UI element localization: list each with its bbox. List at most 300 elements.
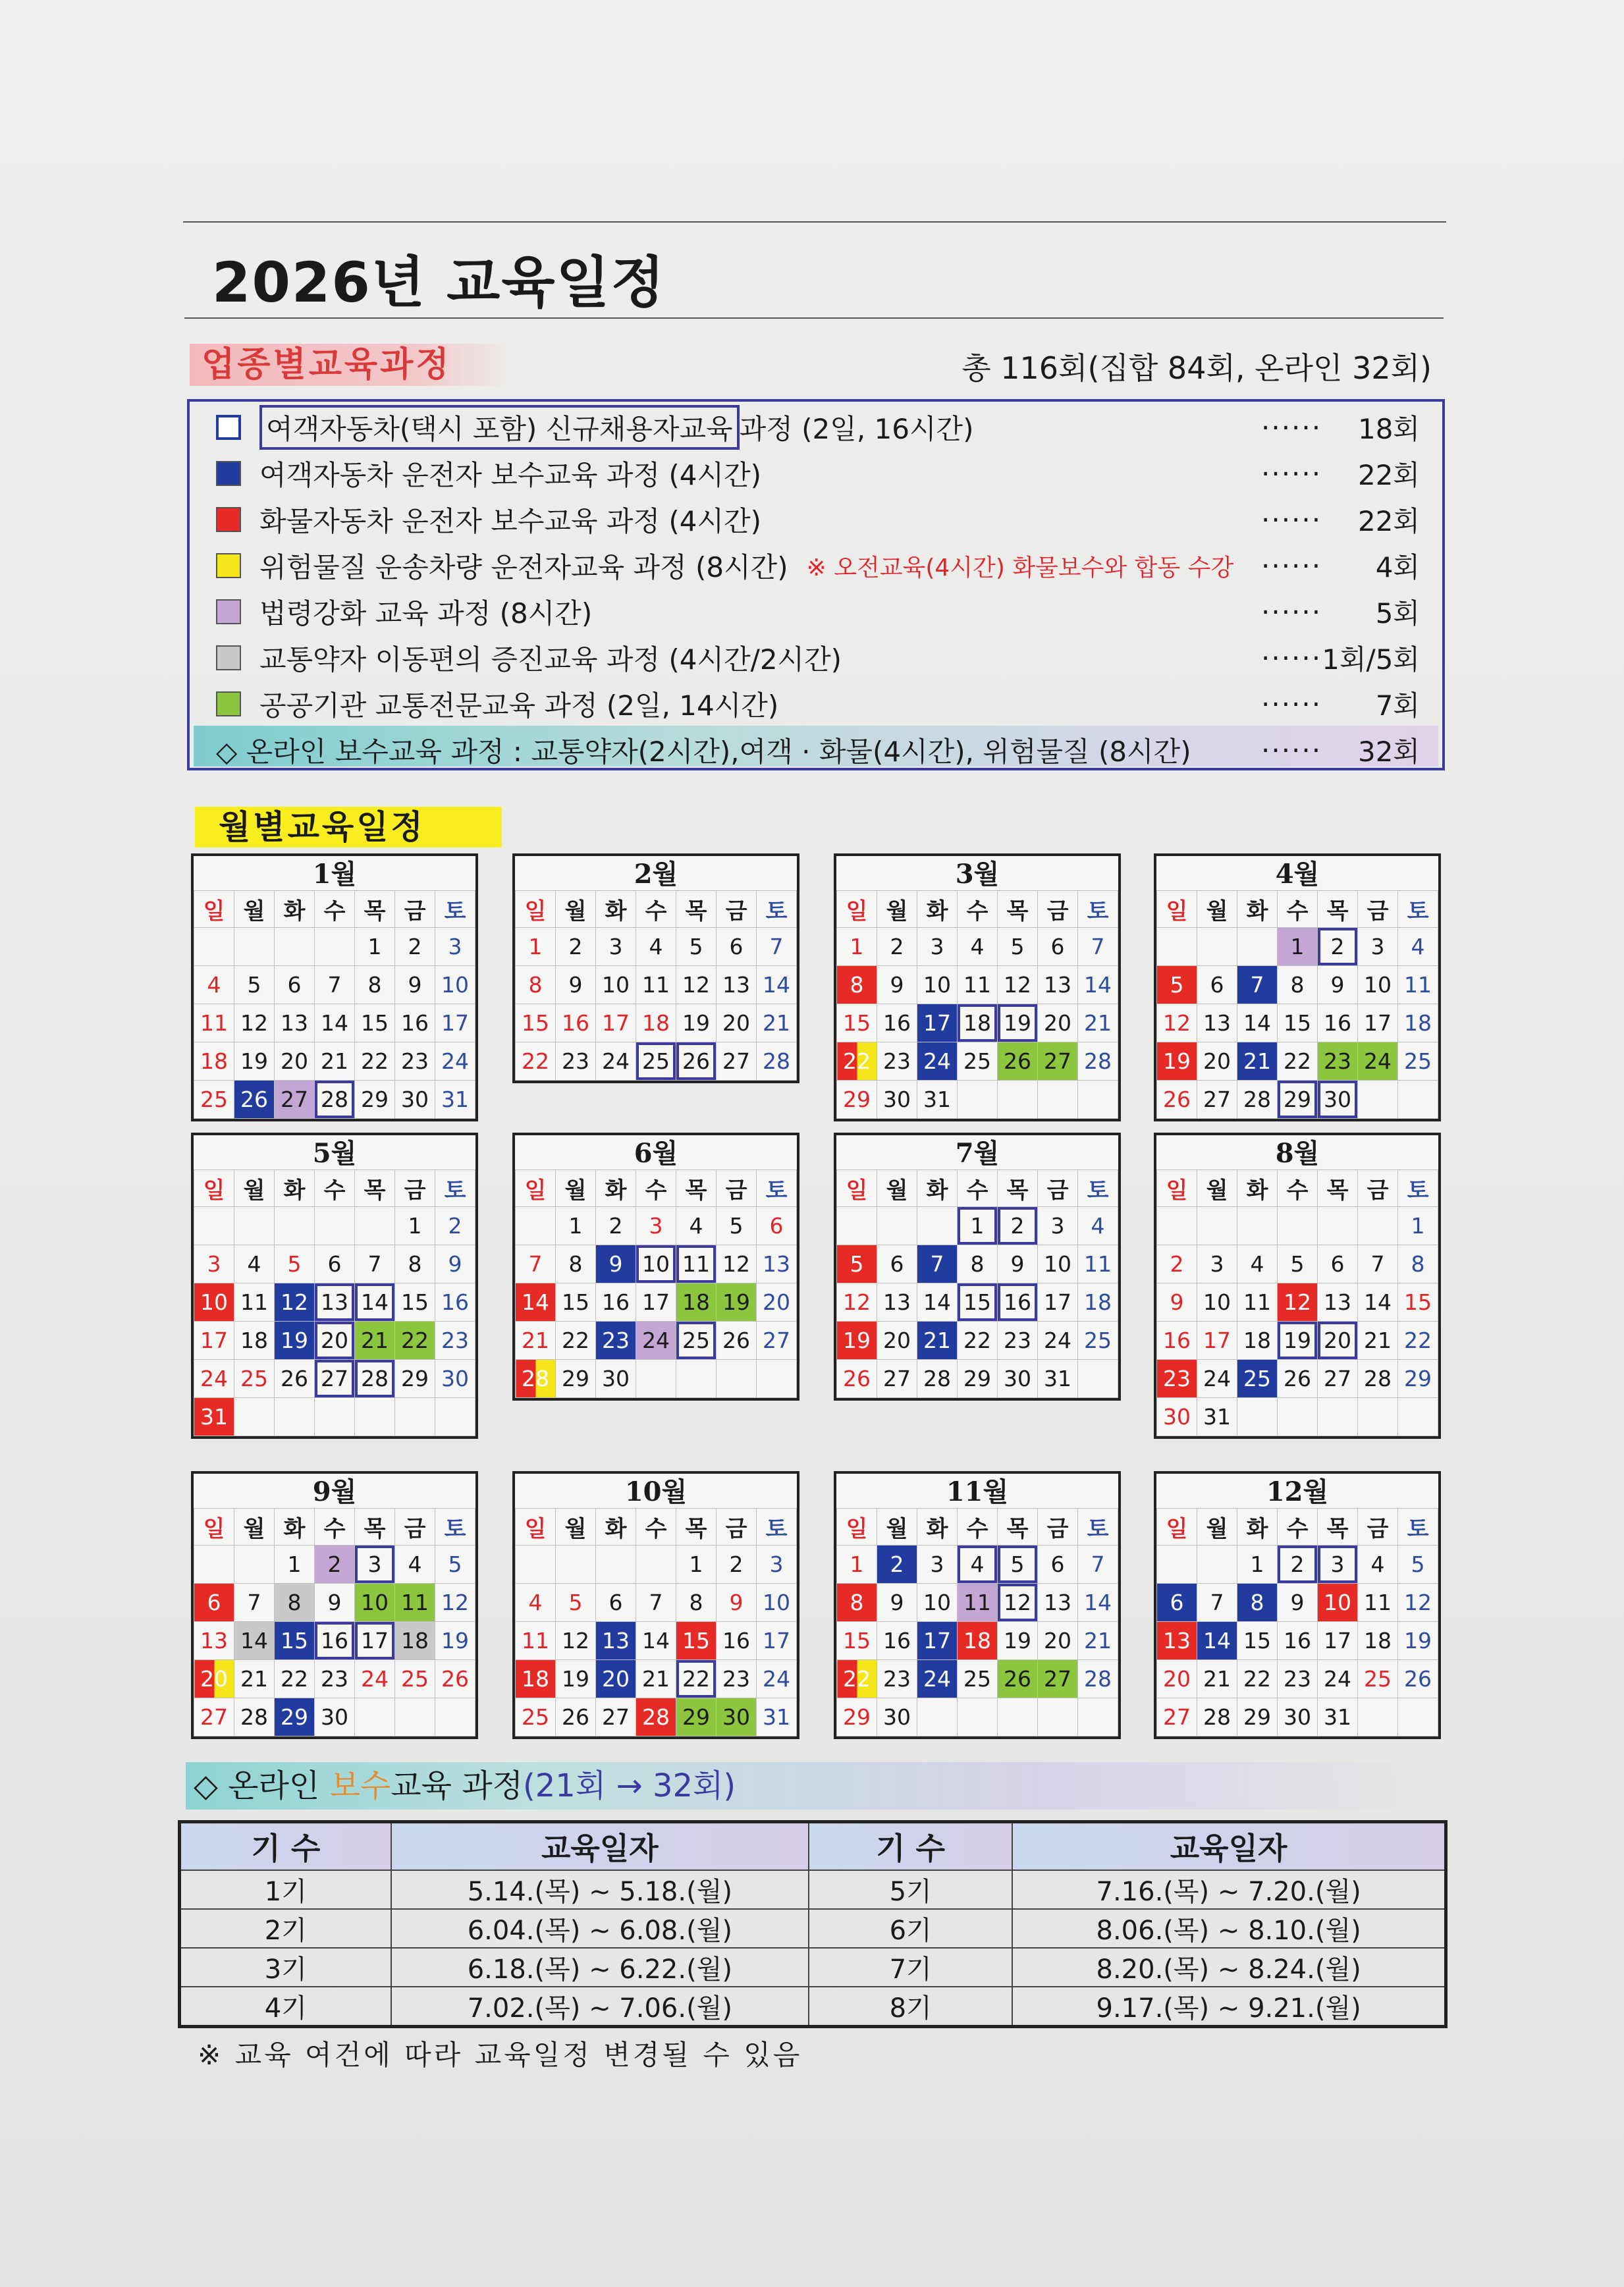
date-cell: 8.20.(목) ~ 8.24.(월) xyxy=(1012,1948,1446,1987)
weekday-header-row xyxy=(516,1170,797,1207)
legend-count: 5회 xyxy=(1375,597,1420,630)
day-cell: 9 xyxy=(877,1584,917,1622)
week-row xyxy=(516,1584,797,1622)
weekday-label: 토 xyxy=(1398,1509,1438,1546)
day-cell: 15 xyxy=(837,1622,877,1660)
day-cell: 13 xyxy=(877,1283,917,1322)
day-cell: 5 xyxy=(998,1546,1038,1584)
day-cell: 19 xyxy=(556,1660,596,1698)
legend-count: 4회 xyxy=(1375,551,1420,583)
day-cell xyxy=(1078,1698,1118,1736)
day-cell: 25 xyxy=(1358,1660,1398,1698)
day-cell: 5 xyxy=(1157,966,1197,1004)
day-cell: 4 xyxy=(234,1245,275,1283)
day-cell: 24 xyxy=(1318,1660,1358,1698)
day-cell: 9 xyxy=(877,966,917,1004)
weekday-label: 수 xyxy=(315,1509,355,1546)
day-cell: 17 xyxy=(1038,1283,1078,1322)
weekday-header-row xyxy=(1157,1509,1438,1546)
weekday-label: 월 xyxy=(234,1509,275,1546)
day-cell: 15 xyxy=(837,1004,877,1042)
day-cell: 15 xyxy=(676,1622,717,1660)
day-cell: 2 xyxy=(596,1207,636,1245)
day-cell: 17 xyxy=(636,1283,676,1322)
legend-text: 법령강화 교육 과정 (8시간) xyxy=(259,597,593,630)
day-cell: 14 xyxy=(234,1622,275,1660)
day-cell: 3 xyxy=(194,1245,234,1283)
day-cell: 18 xyxy=(1398,1004,1438,1042)
day-cell: 10 xyxy=(596,966,636,1004)
day-cell: 25 xyxy=(1078,1322,1118,1360)
day-cell: 28 xyxy=(917,1360,958,1398)
weekday-label: 수 xyxy=(958,1170,998,1207)
day-cell: 21 xyxy=(234,1660,275,1698)
day-cell xyxy=(717,1360,757,1398)
day-cell: 13 xyxy=(315,1283,355,1322)
week-row xyxy=(194,1622,475,1660)
weekday-label: 금 xyxy=(1038,891,1078,928)
day-cell: 12 xyxy=(234,1004,275,1042)
day-cell: 16 xyxy=(877,1622,917,1660)
day-cell: 27 xyxy=(194,1698,234,1736)
day-cell: 29 xyxy=(676,1698,717,1736)
day-cell: 2 xyxy=(877,1546,917,1584)
weekday-label: 토 xyxy=(1078,891,1118,928)
day-cell: 29 xyxy=(275,1698,315,1736)
day-cell: 1 xyxy=(1398,1207,1438,1245)
day-cell: 21 xyxy=(1078,1622,1118,1660)
day-cell: 27 xyxy=(1318,1360,1358,1398)
weekday-label: 토 xyxy=(1078,1509,1118,1546)
weekday-label: 화 xyxy=(917,1509,958,1546)
day-cell: 18 xyxy=(636,1004,676,1042)
day-cell: 13 xyxy=(1038,1584,1078,1622)
day-cell: 2 xyxy=(1318,928,1358,966)
day-cell: 18 xyxy=(1237,1322,1278,1360)
term-cell: 5기 xyxy=(809,1870,1012,1909)
day-cell: 8 xyxy=(275,1584,315,1622)
week-row xyxy=(1157,1698,1438,1736)
day-cell: 31 xyxy=(917,1081,958,1119)
month-calendar xyxy=(834,1133,1121,1401)
day-cell: 27 xyxy=(1157,1698,1197,1736)
day-cell: 22 xyxy=(395,1322,435,1360)
week-row xyxy=(837,1283,1118,1322)
day-cell xyxy=(194,928,234,966)
week-row xyxy=(1157,1398,1438,1436)
week-row xyxy=(194,1322,475,1360)
day-cell: 15 xyxy=(355,1004,395,1042)
weekday-label: 토 xyxy=(435,1170,475,1207)
day-cell: 12 xyxy=(998,1584,1038,1622)
day-cell: 4 xyxy=(1398,928,1438,966)
day-cell: 28 xyxy=(315,1081,355,1119)
weekday-label: 월 xyxy=(877,1170,917,1207)
month-calendar xyxy=(191,853,478,1121)
date-cell: 6.04.(목) ~ 6.08.(월) xyxy=(391,1909,809,1948)
day-cell: 14 xyxy=(1197,1622,1237,1660)
day-cell: 4 xyxy=(395,1546,435,1584)
day-cell: 26 xyxy=(998,1042,1038,1081)
day-cell: 27 xyxy=(1038,1660,1078,1698)
day-cell: 5 xyxy=(275,1245,315,1283)
day-cell: 19 xyxy=(1157,1042,1197,1081)
weekday-label: 화 xyxy=(917,891,958,928)
day-cell: 6 xyxy=(1318,1245,1358,1283)
day-cell: 12 xyxy=(998,966,1038,1004)
day-cell: 2 xyxy=(717,1546,757,1584)
day-cell xyxy=(1157,1207,1197,1245)
day-cell: 13 xyxy=(717,966,757,1004)
day-cell xyxy=(1237,1207,1278,1245)
day-cell xyxy=(1078,1081,1118,1119)
day-cell: 18 xyxy=(194,1042,234,1081)
weekday-label: 화 xyxy=(596,1170,636,1207)
day-cell: 30 xyxy=(877,1698,917,1736)
day-cell: 25 xyxy=(194,1081,234,1119)
day-cell: 28 xyxy=(636,1698,676,1736)
weekday-label: 월 xyxy=(234,891,275,928)
weekday-label: 화 xyxy=(596,891,636,928)
day-cell: 11 xyxy=(516,1622,556,1660)
day-cell: 13 xyxy=(275,1004,315,1042)
weekday-label: 수 xyxy=(1278,1509,1318,1546)
day-cell: 11 xyxy=(395,1584,435,1622)
day-cell: 15 xyxy=(556,1283,596,1322)
day-cell: 13 xyxy=(1318,1283,1358,1322)
week-row xyxy=(194,1004,475,1042)
day-cell: 14 xyxy=(355,1283,395,1322)
day-cell: 5 xyxy=(556,1584,596,1622)
day-cell: 23 xyxy=(877,1042,917,1081)
table-row xyxy=(180,1909,1446,1948)
online-suffix: 교육 과정 xyxy=(391,1767,524,1804)
weekday-label: 일 xyxy=(194,1509,234,1546)
day-cell: 23 xyxy=(315,1660,355,1698)
day-cell: 6 xyxy=(1038,928,1078,966)
weekday-label: 수 xyxy=(636,891,676,928)
day-cell: 16 xyxy=(1278,1622,1318,1660)
day-cell xyxy=(1237,1398,1278,1436)
day-cell: 30 xyxy=(395,1081,435,1119)
day-cell: 2 xyxy=(998,1207,1038,1245)
day-cell: 19 xyxy=(676,1004,717,1042)
weekday-label: 금 xyxy=(1038,1170,1078,1207)
week-row xyxy=(1157,1622,1438,1660)
week-row xyxy=(1157,966,1438,1004)
day-cell: 31 xyxy=(1318,1698,1358,1736)
day-cell: 20 xyxy=(275,1042,315,1081)
day-cell: 25 xyxy=(958,1660,998,1698)
weekday-label: 토 xyxy=(757,1170,797,1207)
week-row xyxy=(1157,1546,1438,1584)
day-cell: 8 xyxy=(516,966,556,1004)
week-row xyxy=(1157,928,1438,966)
day-cell: 3 xyxy=(1318,1546,1358,1584)
day-cell: 11 xyxy=(1078,1245,1118,1283)
day-cell: 30 xyxy=(315,1698,355,1736)
day-cell: 6 xyxy=(757,1207,797,1245)
weekday-header-row xyxy=(1157,1170,1438,1207)
day-cell: 10 xyxy=(355,1584,395,1622)
day-cell: 15 xyxy=(395,1283,435,1322)
day-cell: 5 xyxy=(435,1546,475,1584)
day-cell: 6 xyxy=(877,1245,917,1283)
day-cell: 20 xyxy=(757,1283,797,1322)
day-cell: 7 xyxy=(355,1245,395,1283)
weekday-label: 토 xyxy=(1398,1170,1438,1207)
week-row xyxy=(516,1360,797,1398)
day-cell xyxy=(395,1398,435,1436)
legend-count: 22회 xyxy=(1357,505,1420,537)
weekday-header-row xyxy=(516,1509,797,1546)
weekday-label: 목 xyxy=(355,1509,395,1546)
day-cell xyxy=(1358,1398,1398,1436)
day-cell: 31 xyxy=(757,1698,797,1736)
day-cell: 30 xyxy=(1278,1698,1318,1736)
day-cell: 5 xyxy=(676,928,717,966)
day-cell: 31 xyxy=(1197,1398,1237,1436)
day-cell: 20 xyxy=(1038,1622,1078,1660)
day-cell xyxy=(1398,1698,1438,1736)
day-cell: 13 xyxy=(757,1245,797,1283)
day-cell: 21 xyxy=(917,1322,958,1360)
week-row xyxy=(837,1660,1118,1698)
day-cell: 11 xyxy=(1398,966,1438,1004)
day-cell: 23 xyxy=(1278,1660,1318,1698)
day-cell: 22 xyxy=(1278,1042,1318,1081)
day-cell: 4 xyxy=(958,1546,998,1584)
week-row xyxy=(1157,1004,1438,1042)
day-cell: 17 xyxy=(1318,1622,1358,1660)
day-cell: 9 xyxy=(556,966,596,1004)
weekday-label: 일 xyxy=(837,1509,877,1546)
day-cell: 5 xyxy=(1398,1546,1438,1584)
day-cell: 10 xyxy=(636,1245,676,1283)
month-title: 4월 xyxy=(1275,859,1320,890)
weekday-label: 일 xyxy=(1157,1170,1197,1207)
table-row xyxy=(180,1987,1446,2027)
weekday-header-row xyxy=(194,891,475,928)
weekday-label: 월 xyxy=(1197,1509,1237,1546)
day-cell: 5 xyxy=(1278,1245,1318,1283)
week-row xyxy=(837,928,1118,966)
footnote: ※ 교육 여건에 따라 교육일정 변경될 수 있음 xyxy=(198,2039,803,2071)
legend-row xyxy=(216,635,1442,681)
day-cell: 23 xyxy=(1318,1042,1358,1081)
day-cell: 26 xyxy=(1278,1360,1318,1398)
day-cell: 1 xyxy=(676,1546,717,1584)
date-cell: 9.17.(목) ~ 9.21.(월) xyxy=(1012,1987,1446,2027)
day-cell: 16 xyxy=(1157,1322,1197,1360)
day-cell xyxy=(837,1207,877,1245)
day-cell: 29 xyxy=(1398,1360,1438,1398)
day-cell: 29 xyxy=(355,1081,395,1119)
weekday-label: 일 xyxy=(1157,1509,1197,1546)
weekday-label: 금 xyxy=(395,1170,435,1207)
color-swatch-icon xyxy=(216,691,241,716)
day-cell xyxy=(315,1398,355,1436)
legend-dots: ······ xyxy=(1261,595,1322,628)
day-cell: 24 xyxy=(596,1042,636,1081)
week-row xyxy=(837,1245,1118,1283)
day-cell: 22 xyxy=(837,1042,877,1081)
day-cell: 14 xyxy=(1237,1004,1278,1042)
weekday-label: 금 xyxy=(395,891,435,928)
color-swatch-icon xyxy=(216,461,241,486)
month-calendar xyxy=(191,1471,478,1739)
day-cell: 18 xyxy=(1358,1622,1398,1660)
month-title: 11월 xyxy=(946,1476,1009,1507)
week-row xyxy=(194,1042,475,1081)
day-cell xyxy=(355,1207,395,1245)
weekday-label: 일 xyxy=(194,891,234,928)
week-row xyxy=(516,1322,797,1360)
day-cell: 6 xyxy=(275,966,315,1004)
day-cell xyxy=(1358,1081,1398,1119)
month-calendar xyxy=(834,853,1121,1121)
week-row xyxy=(1157,1245,1438,1283)
day-cell: 7 xyxy=(234,1584,275,1622)
legend-dots: ······ xyxy=(1261,734,1322,767)
legend-row xyxy=(216,589,1442,635)
day-cell: 23 xyxy=(717,1660,757,1698)
week-row xyxy=(194,1398,475,1436)
course-legend xyxy=(187,399,1445,770)
day-cell xyxy=(958,1698,998,1736)
day-cell: 25 xyxy=(636,1042,676,1081)
day-cell: 8 xyxy=(958,1245,998,1283)
day-cell xyxy=(275,1207,315,1245)
month-title: 3월 xyxy=(955,859,1000,890)
day-cell: 7 xyxy=(1197,1584,1237,1622)
day-cell: 29 xyxy=(837,1081,877,1119)
online-schedule-table xyxy=(178,1820,1448,2028)
week-row xyxy=(837,1042,1118,1081)
day-cell: 28 xyxy=(1197,1698,1237,1736)
week-row xyxy=(516,1622,797,1660)
day-cell: 27 xyxy=(717,1042,757,1081)
weekday-label: 수 xyxy=(315,891,355,928)
day-cell: 12 xyxy=(556,1622,596,1660)
day-cell: 16 xyxy=(998,1283,1038,1322)
day-cell: 17 xyxy=(596,1004,636,1042)
day-cell: 27 xyxy=(596,1698,636,1736)
day-cell: 24 xyxy=(757,1660,797,1698)
day-cell: 19 xyxy=(998,1004,1038,1042)
weekday-label: 금 xyxy=(395,1509,435,1546)
legend-dots: ······ xyxy=(1261,457,1322,490)
day-cell: 4 xyxy=(1358,1546,1398,1584)
online-highlight: 보수 xyxy=(329,1767,391,1804)
week-row xyxy=(837,1004,1118,1042)
day-cell: 21 xyxy=(1237,1042,1278,1081)
weekday-label: 목 xyxy=(676,1170,717,1207)
day-cell: 20 xyxy=(194,1660,234,1698)
color-swatch-icon xyxy=(216,645,241,670)
day-cell: 27 xyxy=(1197,1081,1237,1119)
day-cell: 24 xyxy=(636,1322,676,1360)
day-cell: 23 xyxy=(596,1322,636,1360)
day-cell: 26 xyxy=(717,1322,757,1360)
day-cell: 25 xyxy=(958,1042,998,1081)
weekday-header-row xyxy=(837,1509,1118,1546)
day-cell: 1 xyxy=(1237,1546,1278,1584)
day-cell xyxy=(1078,1360,1118,1398)
day-cell: 22 xyxy=(1237,1660,1278,1698)
week-row xyxy=(194,1207,475,1245)
date-cell: 7.16.(목) ~ 7.20.(월) xyxy=(1012,1870,1446,1909)
weekday-label: 일 xyxy=(516,1170,556,1207)
month-title: 10월 xyxy=(624,1476,688,1507)
day-cell: 22 xyxy=(275,1660,315,1698)
day-cell: 18 xyxy=(516,1660,556,1698)
day-cell: 10 xyxy=(1197,1283,1237,1322)
week-row xyxy=(194,928,475,966)
day-cell: 14 xyxy=(757,966,797,1004)
day-cell xyxy=(234,1398,275,1436)
day-cell: 4 xyxy=(676,1207,717,1245)
legend-text: 공공기관 교통전문교육 과정 (2일, 14시간) xyxy=(259,689,779,722)
day-cell: 1 xyxy=(1278,928,1318,966)
week-row xyxy=(837,1360,1118,1398)
week-row xyxy=(194,1660,475,1698)
weekday-header-row xyxy=(1157,891,1438,928)
color-swatch-icon xyxy=(216,415,241,440)
col-header-term: 기 수 xyxy=(809,1822,1012,1871)
day-cell: 12 xyxy=(1157,1004,1197,1042)
day-cell: 20 xyxy=(315,1322,355,1360)
weekday-label: 목 xyxy=(998,1170,1038,1207)
color-swatch-icon xyxy=(216,507,241,532)
day-cell xyxy=(917,1698,958,1736)
weekday-label: 목 xyxy=(355,1170,395,1207)
day-cell: 18 xyxy=(958,1004,998,1042)
day-cell: 3 xyxy=(1197,1245,1237,1283)
day-cell: 28 xyxy=(757,1042,797,1081)
weekday-label: 금 xyxy=(717,1170,757,1207)
day-cell: 11 xyxy=(958,1584,998,1622)
week-row xyxy=(837,1207,1118,1245)
day-cell: 6 xyxy=(717,928,757,966)
day-cell: 30 xyxy=(877,1081,917,1119)
day-cell: 1 xyxy=(395,1207,435,1245)
day-cell: 9 xyxy=(998,1245,1038,1283)
weekday-label: 월 xyxy=(556,891,596,928)
weekday-label: 수 xyxy=(315,1170,355,1207)
day-cell: 19 xyxy=(1278,1322,1318,1360)
day-cell xyxy=(1157,928,1197,966)
day-cell: 14 xyxy=(1078,1584,1118,1622)
day-cell: 8 xyxy=(837,966,877,1004)
day-cell: 31 xyxy=(194,1398,234,1436)
weekday-label: 화 xyxy=(1237,1509,1278,1546)
week-row xyxy=(1157,1207,1438,1245)
week-row xyxy=(194,1360,475,1398)
day-cell: 2 xyxy=(435,1207,475,1245)
week-row xyxy=(516,1207,797,1245)
legend-count: 1회/5회 xyxy=(1322,643,1420,676)
weekday-label: 화 xyxy=(596,1509,636,1546)
weekday-label: 일 xyxy=(837,891,877,928)
term-cell: 3기 xyxy=(180,1948,391,1987)
weekday-header-row xyxy=(837,1170,1118,1207)
day-cell: 28 xyxy=(234,1698,275,1736)
day-cell: 5 xyxy=(717,1207,757,1245)
day-cell: 6 xyxy=(1038,1546,1078,1584)
day-cell: 30 xyxy=(596,1360,636,1398)
day-cell: 21 xyxy=(355,1322,395,1360)
